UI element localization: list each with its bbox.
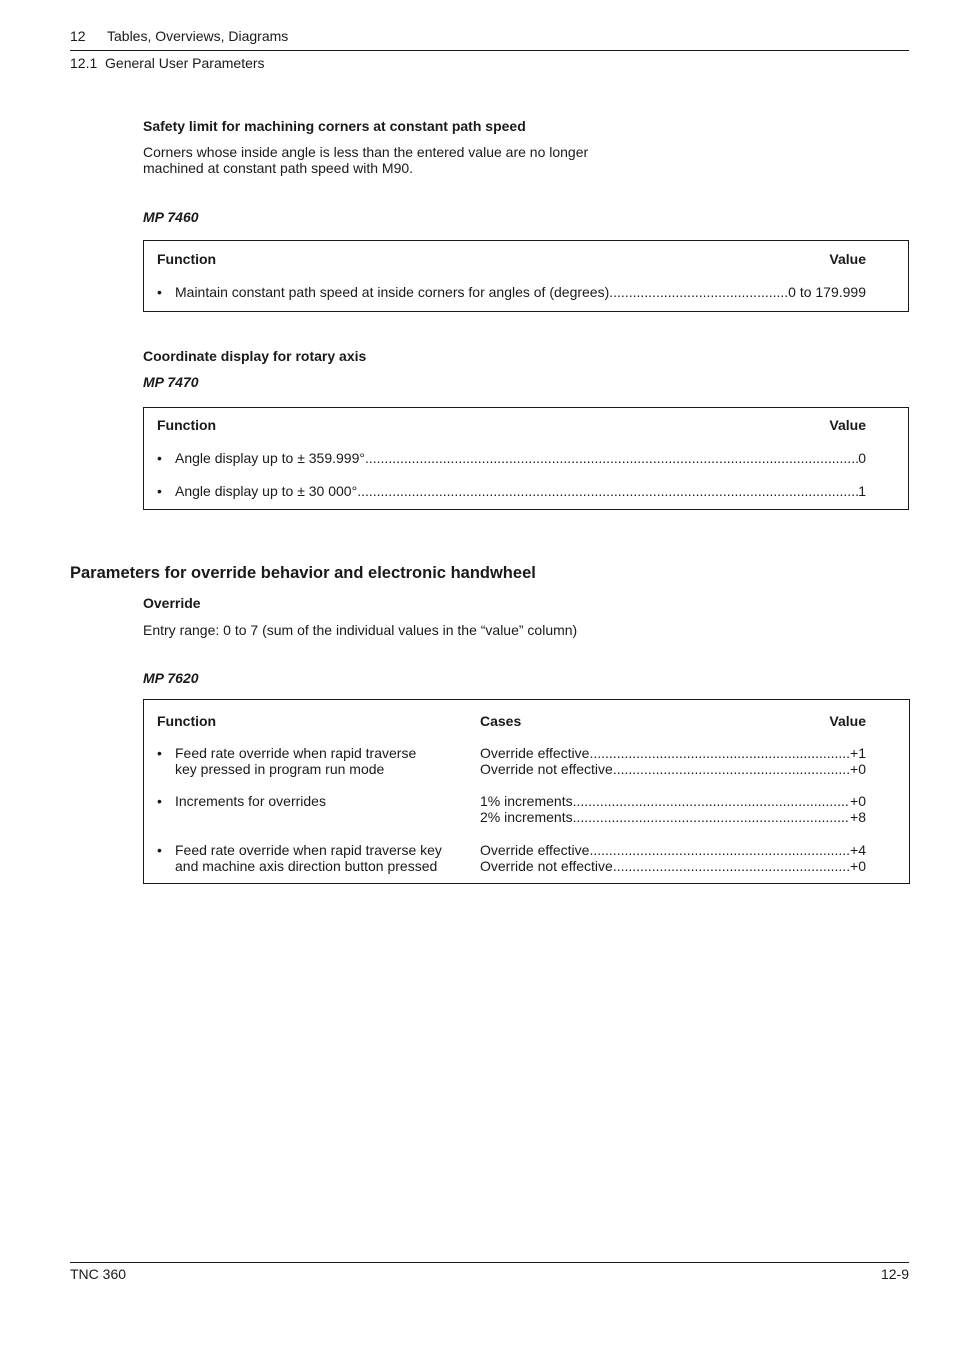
dot-leader	[609, 284, 788, 300]
case-line	[480, 809, 866, 825]
bullet: •	[157, 842, 162, 858]
function-text	[175, 793, 326, 809]
function-text	[175, 745, 416, 777]
override-subtitle: Override	[143, 595, 201, 611]
col-value-header: Value	[829, 251, 866, 267]
case-value: +0	[850, 793, 866, 809]
override-description: Entry range: 0 to 7 (sum of the individual values in the “value” column)	[143, 622, 578, 638]
case-line	[480, 858, 866, 874]
col-function-header: Function	[157, 713, 217, 729]
bullet: •	[157, 483, 162, 499]
case-label: Override effective	[480, 745, 590, 761]
safety-desc-line-1: Corners whose inside angle is less than the entered value are no longer	[143, 144, 589, 160]
function-line-1: Feed rate override when rapid traverse key	[175, 842, 442, 858]
case-label: 1% increments	[480, 793, 573, 809]
case-label: 2% increments	[480, 809, 573, 825]
case-line	[480, 761, 866, 777]
mp-7470-table	[143, 407, 909, 510]
dot-leader	[573, 793, 850, 809]
function-line-1: Increments for overrides	[175, 793, 326, 809]
dot-leader	[573, 809, 850, 825]
coord-title: Coordinate display for rotary axis	[143, 348, 367, 364]
function-line-2: key pressed in program run mode	[175, 761, 385, 777]
section-heading: 12.1 General User Parameters	[70, 55, 265, 71]
dot-leader	[365, 450, 858, 466]
row-label: Angle display up to ± 30 000°	[175, 483, 358, 499]
row-value: 0	[858, 450, 866, 466]
case-value: +0	[850, 761, 866, 777]
col-cases-header: Cases	[480, 713, 522, 729]
case-label: Override effective	[480, 842, 590, 858]
footer-product: TNC 360	[70, 1266, 127, 1282]
dot-leader	[589, 842, 850, 858]
safety-desc-line-2: machined at constant path speed with M90.	[143, 160, 414, 176]
col-function-header: Function	[157, 251, 217, 267]
case-value: +4	[850, 842, 866, 858]
bullet: •	[157, 793, 162, 809]
case-line	[480, 745, 866, 761]
leader-line	[175, 450, 866, 466]
function-text	[175, 842, 442, 874]
col-value-header: Value	[829, 417, 866, 433]
leader-line	[175, 483, 866, 499]
header-rule	[70, 50, 909, 51]
row-value: 1	[858, 483, 866, 499]
footer-rule	[70, 1262, 909, 1263]
row-label: Angle display up to ± 359.999°	[175, 450, 365, 466]
safety-description	[143, 144, 588, 176]
mp-7460-label: MP 7460	[143, 209, 199, 225]
safety-title: Safety limit for machining corners at constant path speed	[143, 118, 526, 134]
footer-page-number: 12-9	[880, 1266, 909, 1282]
override-section-title: Parameters for override behavior and electronic handwheel	[70, 564, 536, 582]
mp-7460-table	[143, 240, 909, 312]
col-value-header: Value	[829, 713, 866, 729]
mp-7620-table	[143, 699, 910, 884]
case-label: Override not effective	[480, 761, 613, 777]
row-label: Maintain constant path speed at inside corners for angles of (degrees)	[175, 284, 610, 300]
mp-7470-label: MP 7470	[143, 374, 199, 390]
chapter-title: Tables, Overviews, Diagrams	[107, 28, 289, 44]
function-line-2: and machine axis direction button pressed	[175, 858, 438, 874]
case-value: +0	[850, 858, 866, 874]
case-label: Override not effective	[480, 858, 613, 874]
case-value: +8	[850, 809, 866, 825]
row-value: 0 to 179.999	[788, 284, 866, 300]
chapter-heading	[70, 28, 288, 44]
leader-line	[175, 284, 866, 300]
function-line-1: Feed rate override when rapid traverse	[175, 745, 417, 761]
case-line	[480, 842, 866, 858]
case-line	[480, 793, 866, 809]
dot-leader	[589, 745, 850, 761]
chapter-number: 12	[70, 28, 86, 44]
bullet: •	[157, 284, 162, 300]
mp-7620-label: MP 7620	[143, 670, 199, 686]
bullet: •	[157, 745, 162, 761]
case-value: +1	[850, 745, 866, 761]
dot-leader	[613, 761, 850, 777]
bullet: •	[157, 450, 162, 466]
col-function-header: Function	[157, 417, 217, 433]
dot-leader	[357, 483, 858, 499]
dot-leader	[613, 858, 850, 874]
